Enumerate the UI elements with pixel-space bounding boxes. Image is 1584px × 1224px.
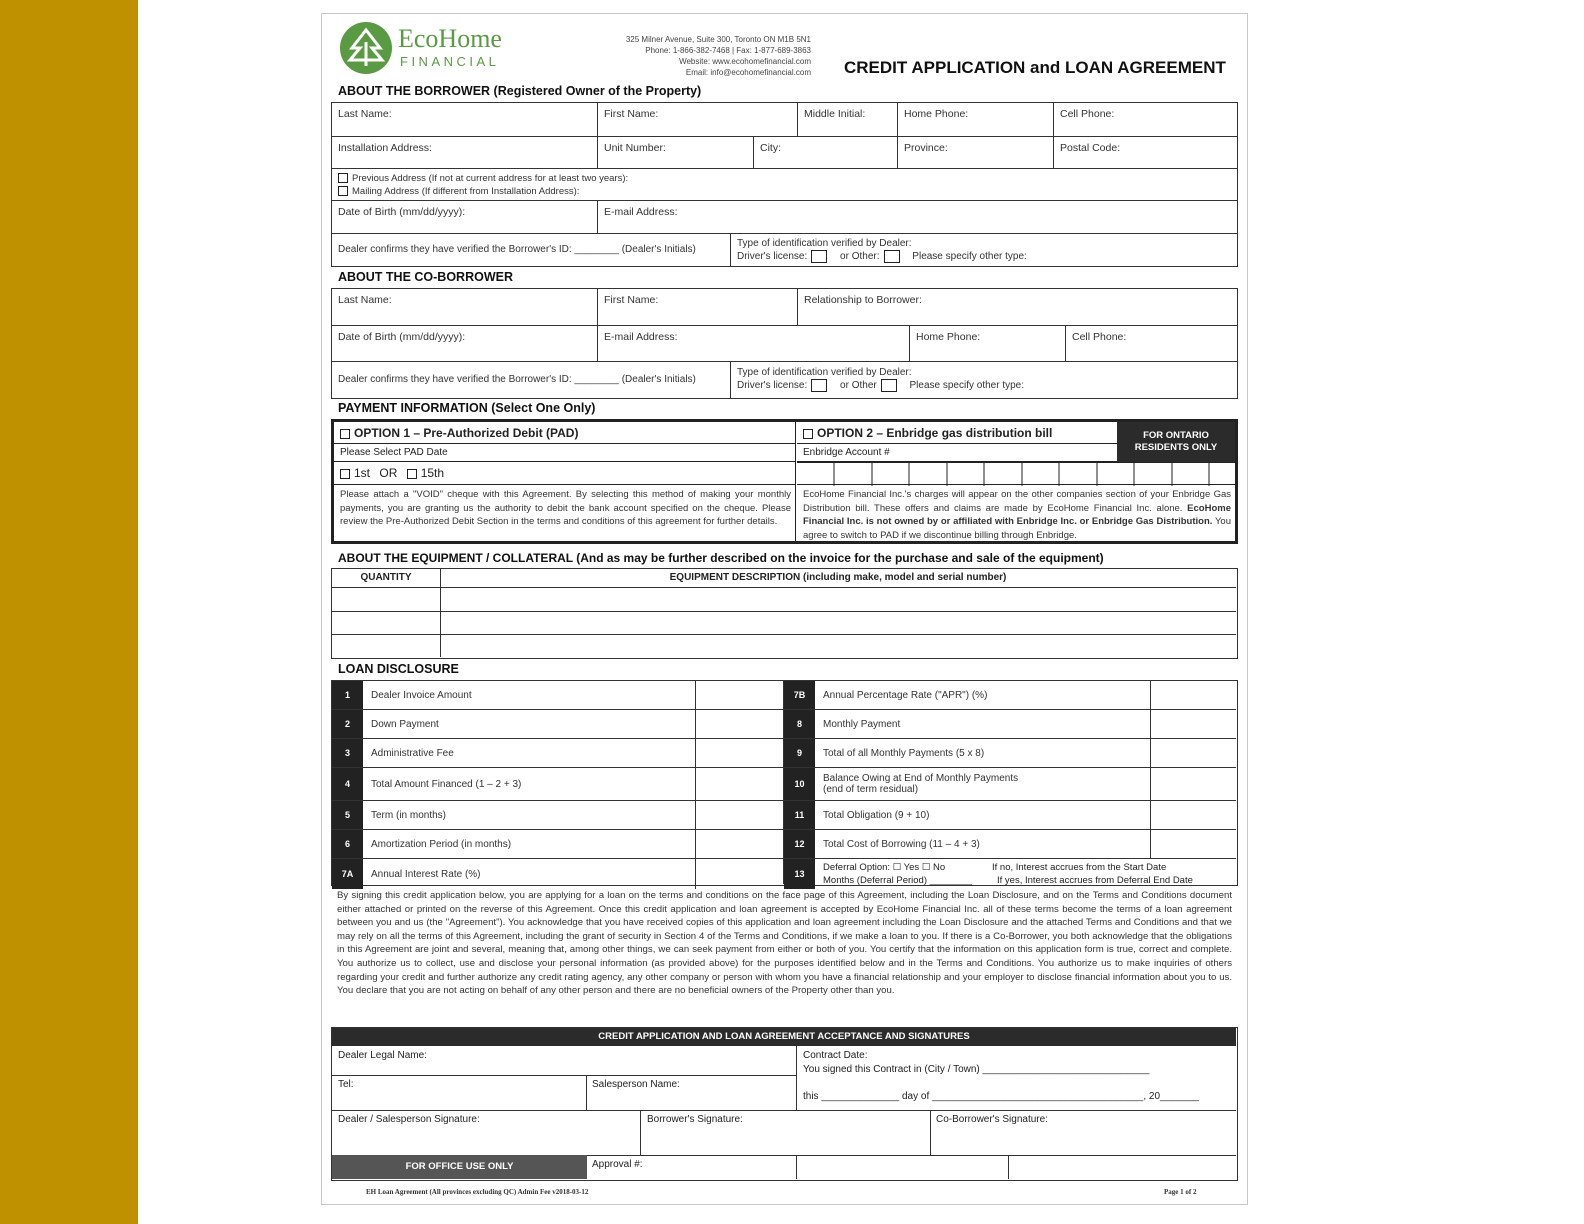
co-other-id-checkbox[interactable] <box>881 379 897 392</box>
loan-row-number: 1 <box>332 681 363 709</box>
payment-section-title: PAYMENT INFORMATION (Select One Only) <box>338 401 596 415</box>
loan-row <box>784 709 1236 738</box>
loan-row-number: 5 <box>332 801 363 829</box>
pad-1st-checkbox[interactable] <box>340 469 350 479</box>
account-digit-boxes <box>797 463 1235 486</box>
drivers-license-checkbox[interactable] <box>811 250 827 263</box>
footer-page-number: Page 1 of 2 <box>1164 1188 1197 1196</box>
enbridge-account-boxes[interactable] <box>797 462 1235 485</box>
equipment-row-2[interactable] <box>332 612 1236 634</box>
dob-field[interactable]: Date of Birth (mm/dd/yyyy): <box>338 206 466 218</box>
loan-row-value-field[interactable] <box>696 768 784 800</box>
deferral-option-label: Deferral Option: ☐ Yes ☐ No <box>823 862 946 873</box>
dealer-legal-name-field[interactable]: Dealer Legal Name: <box>338 1050 427 1061</box>
loan-row-label-cell <box>815 768 1151 800</box>
office-use-label: FOR OFFICE USE ONLY <box>332 1155 587 1179</box>
deferral-yes-note: If yes, Interest accrues from Deferral End Date <box>997 875 1193 886</box>
coborrower-grid <box>331 288 1238 399</box>
loan-row-value-field[interactable] <box>696 859 784 889</box>
loan-row-value-field[interactable] <box>696 830 784 858</box>
pad-15th-label: 15th <box>420 466 445 480</box>
co-id-type-label: Type of identification verified by Dealer: <box>737 367 912 378</box>
loan-row-label: Total of all Monthly Payments (5 x 8) <box>823 747 985 759</box>
loan-row-label-cell <box>815 710 1151 738</box>
loan-row-number: 10 <box>784 768 815 800</box>
loan-row <box>784 767 1236 800</box>
option1-label: OPTION 1 – Pre-Authorized Debit (PAD) <box>354 426 579 440</box>
equipment-row-3[interactable] <box>332 635 1236 657</box>
mailing-address-label: Mailing Address (If different from Installation Address): <box>352 186 580 197</box>
co-drivers-license-checkbox[interactable] <box>811 379 827 392</box>
loan-row-label-cell <box>363 830 696 858</box>
loan-row <box>332 858 784 889</box>
loan-row-label: Total Amount Financed (1 – 2 + 3) <box>371 778 522 790</box>
approval-number-field[interactable]: Approval #: <box>592 1159 643 1170</box>
loan-row <box>332 767 784 800</box>
option2-checkbox[interactable] <box>803 429 813 439</box>
loan-row <box>784 800 1236 829</box>
pad-or-label: OR <box>379 466 398 480</box>
tel-field[interactable]: Tel: <box>338 1079 354 1090</box>
loan-row-label: Total Cost of Borrowing (11 – 4 + 3) <box>823 838 980 850</box>
deferral-row <box>784 858 1236 889</box>
loan-row-value-field[interactable] <box>696 739 784 767</box>
drivers-license-label: Driver's license: <box>737 251 808 263</box>
loan-row-number: 4 <box>332 768 363 800</box>
loan-row-label: Total Obligation (9 + 10) <box>823 809 930 821</box>
option1-description: Please attach a "VOID" cheque with this Agreement. By selecting this method of making your monthly payments, you are granting us the authority to debit the bank account specified on the cheque. Please review the Pre-Authorized Debit Section in the terms and conditions of this agreement for further details. <box>340 489 791 527</box>
installation-address-field[interactable]: Installation Address: <box>338 142 432 154</box>
contract-date-label: Contract Date: <box>803 1050 868 1061</box>
loan-row-label-cell <box>363 801 696 829</box>
last-name-field[interactable]: Last Name: <box>338 108 392 120</box>
loan-row-number: 8 <box>784 710 815 738</box>
legal-terms-text: By signing this credit application below, you are applying for a loan on the terms and conditions on the face page of this Agreement, including the Loan Disclosure, and on the Terms and Conditions document either attached or printed on the reverse of this Agreement. Once this credit application and loan agreement is accepted by EcoHome Financial Inc. all of these terms become the terms of a loan agreement between you and us (the "Agreement"). You acknowledge that you have received copies of this application and loan agreement including the Loan Disclosure and the attached Terms and Conditions and that we may rely on all the terms of this Agreement, including the grant of security in Section 4 of the Terms and Conditions, if we make a loan to you. If there is a Co-Borrower, you both acknowledge that the obligations in this Agreement are joint and several, meaning that, among other things, we can seek payment from either or both of you. You certify that the information on this application form is true, correct and complete. You authorize us to collect, use and disclose your personal information (as provided above) for the purposes identified below and in the Terms and Conditions. You authorize us to make inquiries of others regarding your credit and further authorize any credit rating agency, any other company or person with whom you have a financial relationship and your employer to disclose financial information about you to us. You declare that you are not acting on behalf of any other person and there are no beneficial owners of the Property other than you. <box>337 890 1232 997</box>
loan-row-value-field[interactable] <box>696 801 784 829</box>
footer-form-id: EH Loan Agreement (All provinces excluding QC) Admin Fee v2018-03-12 <box>366 1188 589 1196</box>
loan-row-value-field[interactable] <box>1151 710 1236 738</box>
option2-text-a: EcoHome Financial Inc.'s charges will appear on the other companies section of your Enbridge Gas Distribution bill. These offers and claims are made by EcoHome Financial Inc. alone. <box>803 489 1231 514</box>
dealer-signature-field[interactable]: Dealer / Salesperson Signature: <box>338 1114 480 1125</box>
borrower-signature-field[interactable]: Borrower's Signature: <box>647 1114 743 1125</box>
signature-header: CREDIT APPLICATION AND LOAN AGREEMENT ACCEPTANCE AND SIGNATURES <box>332 1028 1236 1046</box>
first-name-field[interactable]: First Name: <box>597 103 797 136</box>
loan-row-label-cell <box>363 681 696 709</box>
deferral-months-label: Months (Deferral Period) ________ <box>823 875 972 886</box>
loan-row <box>784 681 1236 709</box>
loan-row-label-cell <box>363 739 696 767</box>
left-accent-bar <box>0 0 138 1224</box>
mailing-address-option[interactable] <box>338 185 1230 198</box>
option1-checkbox[interactable] <box>340 429 350 439</box>
address: 325 Milner Avenue, Suite 300, Toronto ON M1B 5N1 <box>625 35 811 44</box>
relationship-field[interactable]: Relationship to Borrower: <box>797 289 1236 325</box>
loan-row-label-cell <box>363 768 696 800</box>
option2-text-b: EcoHome Financial Inc. is not owned by or affiliated with Enbridge Inc. or Enbridge Gas Distribution. <box>803 502 1231 527</box>
loan-row-number: 12 <box>784 830 815 858</box>
brand-name: EcoHome <box>398 24 502 53</box>
loan-row-number: 11 <box>784 801 815 829</box>
city-field[interactable]: City: <box>753 137 897 168</box>
tree-icon <box>340 22 392 74</box>
loan-row-label: Term (in months) <box>371 809 447 821</box>
loan-row-label: Annual Interest Rate (%) <box>371 868 481 880</box>
loan-row-label: Administrative Fee <box>371 747 454 759</box>
or-other-label: or Other: <box>840 251 880 263</box>
loan-row-label-cell <box>815 681 1151 709</box>
loan-row-label-cell <box>815 830 1151 858</box>
other-id-checkbox[interactable] <box>884 250 900 263</box>
equipment-section-title: ABOUT THE EQUIPMENT / COLLATERAL (And as may be further described on the invoice for the purchase and sale of the equipment) <box>338 551 1104 565</box>
deferral-no-note: If no, Interest accrues from the Start Date <box>992 862 1167 873</box>
loan-row-value-field[interactable] <box>696 681 784 709</box>
loan-row <box>332 800 784 829</box>
home-phone-field[interactable]: Home Phone: <box>897 103 1053 136</box>
ontario-residents-badge: FOR ONTARIO RESIDENTS ONLY <box>1117 422 1235 462</box>
co-home-phone-field[interactable]: Home Phone: <box>909 326 1065 361</box>
loan-row-value-field[interactable] <box>1151 681 1236 709</box>
option2-description <box>803 488 1231 542</box>
contact-info <box>577 34 811 78</box>
co-dealer-id-confirmation[interactable]: Dealer confirms they have verified the Borrower's ID: ________ (Dealer's Initials) <box>338 374 696 385</box>
loan-row-label: Dealer Invoice Amount <box>371 689 472 701</box>
equipment-table <box>331 568 1238 659</box>
cell-phone-field[interactable]: Cell Phone: <box>1053 103 1236 136</box>
document-page <box>321 13 1248 1205</box>
brand-subtitle: FINANCIAL <box>400 54 500 69</box>
loan-row-number: 13 <box>784 859 815 889</box>
previous-address-option[interactable] <box>338 172 1230 185</box>
loan-row <box>332 709 784 738</box>
option2-text-c: You agree to switch to PAD if we discontinue billing through Enbridge. <box>803 516 1232 541</box>
pad-15th-checkbox[interactable] <box>407 469 417 479</box>
email-field[interactable]: E-mail Address: <box>597 201 1236 233</box>
loan-row-label: Monthly Payment <box>823 718 901 730</box>
equipment-row-1[interactable] <box>332 588 1236 610</box>
loan-row-value-field[interactable] <box>1151 768 1236 800</box>
id-type-label: Type of identification verified by Dealer: <box>737 238 912 249</box>
loan-row-number: 9 <box>784 739 815 767</box>
pad-date-label: Please Select PAD Date <box>334 444 795 462</box>
co-last-name-field[interactable]: Last Name: <box>338 294 392 306</box>
middle-initial-field[interactable]: Middle Initial: <box>797 103 897 136</box>
loan-section-title: LOAN DISCLOSURE <box>338 662 459 676</box>
postal-code-field[interactable]: Postal Code: <box>1053 137 1236 168</box>
co-cell-phone-field[interactable]: Cell Phone: <box>1065 326 1236 361</box>
loan-row-label-cell <box>363 859 696 889</box>
borrower-section-title: ABOUT THE BORROWER (Registered Owner of the Property) <box>338 84 702 98</box>
loan-row <box>784 829 1236 858</box>
loan-row-label-cell <box>815 801 1151 829</box>
contract-day-field[interactable]: this ______________ day of ______________________________________, 20_______ <box>803 1091 1199 1102</box>
loan-row-label-cell <box>363 710 696 738</box>
loan-row-value-field[interactable] <box>1151 830 1236 858</box>
loan-row-number: 7B <box>784 681 815 709</box>
co-dob-field[interactable]: Date of Birth (mm/dd/yyyy): <box>338 331 466 343</box>
co-email-field[interactable]: E-mail Address: <box>597 326 909 361</box>
loan-row-sublabel: (end of term residual) <box>823 784 919 795</box>
payment-options <box>331 419 1238 544</box>
loan-row-value-field[interactable] <box>696 710 784 738</box>
option2-panel <box>797 422 1235 541</box>
loan-row-label: Balance Owing at End of Monthly Payments <box>823 773 1019 784</box>
previous-address-label: Previous Address (If not at current address for at least two years): <box>352 173 629 184</box>
signature-section <box>331 1027 1238 1181</box>
salesperson-name-field[interactable]: Salesperson Name: <box>592 1079 680 1090</box>
coborrower-signature-field[interactable]: Co-Borrower's Signature: <box>936 1114 1048 1125</box>
previous-address-checkbox[interactable] <box>338 173 348 183</box>
ecohome-logo <box>340 22 510 78</box>
option2-header[interactable] <box>797 422 1117 444</box>
loan-disclosure-table <box>331 680 1238 886</box>
mailing-address-checkbox[interactable] <box>338 186 348 196</box>
option1-header[interactable] <box>334 422 795 444</box>
loan-row-label: Down Payment <box>371 718 439 730</box>
pad-1st-label: 1st <box>354 466 371 480</box>
deferral-option-cell[interactable] <box>815 859 1236 889</box>
loan-row <box>332 738 784 767</box>
co-drivers-license-label: Driver's license: <box>737 380 808 392</box>
phone: Phone: 1-866-382-7468 | Fax: 1-877-689-3863 <box>645 46 811 55</box>
loan-row-number: 3 <box>332 739 363 767</box>
quantity-header: QUANTITY <box>360 572 412 583</box>
co-first-name-field[interactable]: First Name: <box>597 289 797 325</box>
loan-row-value-field[interactable] <box>1151 739 1236 767</box>
description-header: EQUIPMENT DESCRIPTION (including make, model and serial number) <box>669 572 1007 583</box>
loan-row-label: Amortization Period (in months) <box>371 838 512 850</box>
dealer-id-confirmation[interactable]: Dealer confirms they have verified the Borrower's ID: ________ (Dealer's Initials) <box>338 244 696 255</box>
province-field[interactable]: Province: <box>897 137 1053 168</box>
email: Email: info@ecohomefinancial.com <box>685 68 811 77</box>
option2-label: OPTION 2 – Enbridge gas distribution bill <box>817 426 1053 440</box>
loan-row-label-cell <box>815 739 1151 767</box>
signed-in-city-field[interactable]: You signed this Contract in (City / Town) ______________________________ <box>803 1064 1150 1075</box>
website: Website: www.ecohomefinancial.com <box>679 57 811 66</box>
loan-row-label: Annual Percentage Rate ("APR") (%) <box>823 689 988 701</box>
document-title: CREDIT APPLICATION and LOAN AGREEMENT <box>844 58 1226 77</box>
coborrower-section-title: ABOUT THE CO-BORROWER <box>338 270 513 284</box>
specify-other-label: Please specify other type: <box>912 251 1027 263</box>
loan-row-number: 6 <box>332 830 363 858</box>
pad-date-options <box>334 462 795 485</box>
co-or-other-label: or Other <box>840 380 877 392</box>
loan-row <box>332 681 784 709</box>
loan-row <box>332 829 784 858</box>
loan-row-number: 2 <box>332 710 363 738</box>
loan-row-value-field[interactable] <box>1151 801 1236 829</box>
borrower-grid <box>331 102 1238 267</box>
loan-row-number: 7A <box>332 859 363 889</box>
enbridge-account-label: Enbridge Account # <box>797 444 1117 462</box>
unit-number-field[interactable]: Unit Number: <box>597 137 753 168</box>
co-specify-other-label: Please specify other type: <box>909 380 1025 392</box>
loan-row <box>784 738 1236 767</box>
option1-panel <box>334 422 796 541</box>
